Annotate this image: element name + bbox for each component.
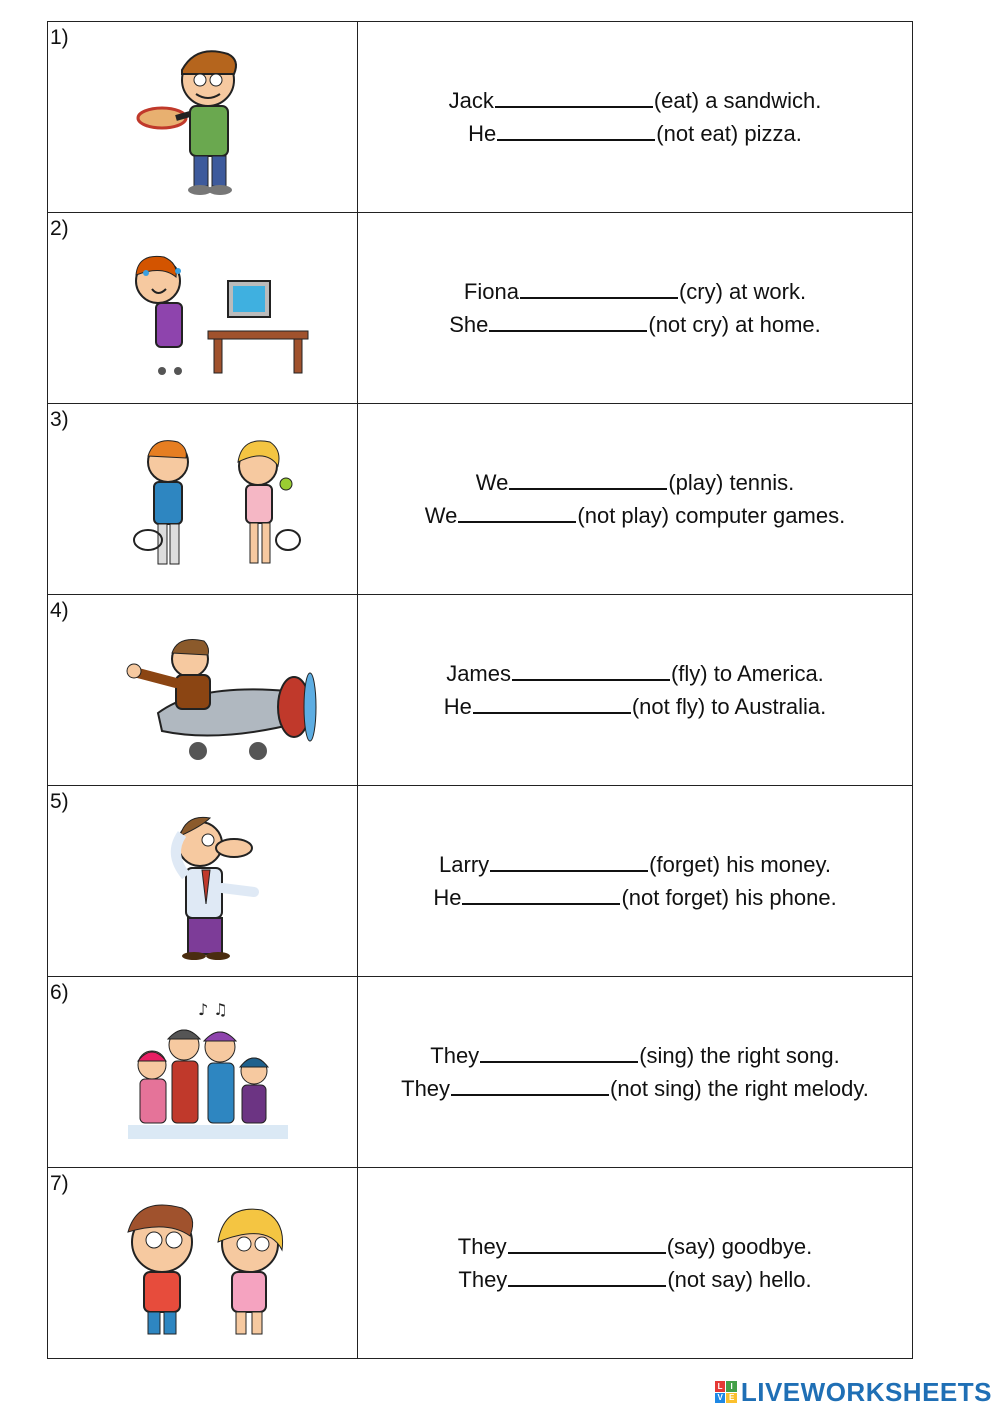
sentence-negative [358, 881, 912, 914]
exercise-row-2 [48, 213, 913, 404]
logo-mark-letter: L [715, 1381, 726, 1392]
sentence-cell [358, 786, 913, 977]
verb-prompt: (say) goodbye. [666, 1234, 813, 1259]
logo-mark-letter: E [726, 1393, 737, 1404]
verb-prompt: (sing) the right song. [639, 1043, 840, 1068]
sentence-affirmative [358, 657, 912, 690]
sentence-affirmative [358, 1039, 912, 1072]
answer-blank[interactable] [451, 1074, 609, 1096]
sentence-affirmative [358, 848, 912, 881]
answer-blank[interactable] [508, 1265, 666, 1287]
subject: Jack [448, 88, 494, 113]
exercise-row-5 [48, 786, 913, 977]
verb-prompt: (not say) hello. [667, 1267, 812, 1292]
verb-prompt: (not forget) his phone. [621, 885, 837, 910]
answer-blank[interactable] [495, 86, 653, 108]
woman-crying-at-computer-illustration [78, 231, 328, 391]
answer-blank[interactable] [473, 692, 631, 714]
verb-prompt: (forget) his money. [649, 852, 831, 877]
sentence-negative [358, 1072, 912, 1105]
exercise-number: 1) [50, 26, 69, 49]
sentence-negative [358, 1263, 912, 1296]
subject: He [443, 694, 472, 719]
man-forgetting-illustration [78, 804, 328, 964]
logo-mark-letter: V [715, 1393, 726, 1404]
sentence-negative [358, 499, 912, 532]
exercise-number: 7) [50, 1172, 69, 1195]
answer-blank[interactable] [520, 277, 678, 299]
subject: They [401, 1076, 451, 1101]
sentence-negative [358, 117, 912, 150]
sentence-affirmative [358, 275, 912, 308]
exercise-number: 4) [50, 599, 69, 622]
sentence-affirmative [358, 1230, 912, 1263]
verb-prompt: (not cry) at home. [648, 312, 821, 337]
subject: He [433, 885, 462, 910]
verb-prompt: (play) tennis. [668, 470, 795, 495]
sentence-negative [358, 308, 912, 341]
illustration-cell [48, 22, 358, 213]
subject: We [475, 470, 509, 495]
exercise-row-7 [48, 1168, 913, 1359]
sentence-affirmative [358, 466, 912, 499]
answer-blank[interactable] [508, 1232, 666, 1254]
exercise-row-6 [48, 977, 913, 1168]
sentence-cell [358, 404, 913, 595]
illustration-cell [48, 786, 358, 977]
answer-blank[interactable] [490, 850, 648, 872]
illustration-cell [48, 977, 358, 1168]
illustration-cell [48, 404, 358, 595]
subject: She [449, 312, 489, 337]
answer-blank[interactable] [497, 119, 655, 141]
verb-prompt: (cry) at work. [678, 279, 807, 304]
verb-prompt: (fly) to America. [670, 661, 824, 686]
verb-prompt: (not play) computer games. [577, 503, 846, 528]
exercise-row-3 [48, 404, 913, 595]
sentence-cell [358, 213, 913, 404]
answer-blank[interactable] [509, 468, 667, 490]
exercise-number: 3) [50, 408, 69, 431]
subject: They [457, 1234, 507, 1259]
logo-mark-icon [715, 1381, 737, 1403]
sentence-cell [358, 595, 913, 786]
verb-prompt: (not fly) to Australia. [631, 694, 827, 719]
logo-mark-letter: I [726, 1381, 737, 1392]
answer-blank[interactable] [480, 1041, 638, 1063]
subject: They [458, 1267, 508, 1292]
answer-blank[interactable] [458, 501, 576, 523]
exercise-number: 5) [50, 790, 69, 813]
sentence-negative [358, 690, 912, 723]
subject: We [424, 503, 458, 528]
subject: He [468, 121, 497, 146]
illustration-cell [48, 213, 358, 404]
carol-singers-illustration [78, 995, 328, 1155]
subject: Fiona [463, 279, 519, 304]
sentence-affirmative [358, 84, 912, 117]
answer-blank[interactable] [489, 310, 647, 332]
answer-blank[interactable] [462, 883, 620, 905]
logo-text: LIVEWORKSHEETS [740, 1376, 992, 1407]
verb-prompt: (eat) a sandwich. [653, 88, 822, 113]
illustration-cell [48, 595, 358, 786]
sentence-cell [358, 977, 913, 1168]
liveworksheets-logo [715, 1377, 992, 1407]
exercise-row-1 [48, 22, 913, 213]
worksheet-table [47, 21, 913, 1359]
subject: They [430, 1043, 480, 1068]
verb-prompt: (not sing) the right melody. [610, 1076, 869, 1101]
sentence-cell [358, 22, 913, 213]
verb-prompt: (not eat) pizza. [656, 121, 802, 146]
pilot-in-plane-illustration [78, 613, 328, 773]
subject: James [446, 661, 511, 686]
exercise-number: 2) [50, 217, 69, 240]
subject: Larry [439, 852, 490, 877]
exercise-number: 6) [50, 981, 69, 1004]
kids-playing-tennis-illustration [78, 422, 328, 582]
exercise-row-4 [48, 595, 913, 786]
answer-blank[interactable] [512, 659, 670, 681]
boy-eating-sandwich-illustration [78, 40, 328, 200]
kids-saying-goodbye-illustration [78, 1186, 328, 1346]
sentence-cell [358, 1168, 913, 1359]
illustration-cell [48, 1168, 358, 1359]
svg-text:♪ ♫: ♪ ♫ [198, 1000, 228, 1019]
